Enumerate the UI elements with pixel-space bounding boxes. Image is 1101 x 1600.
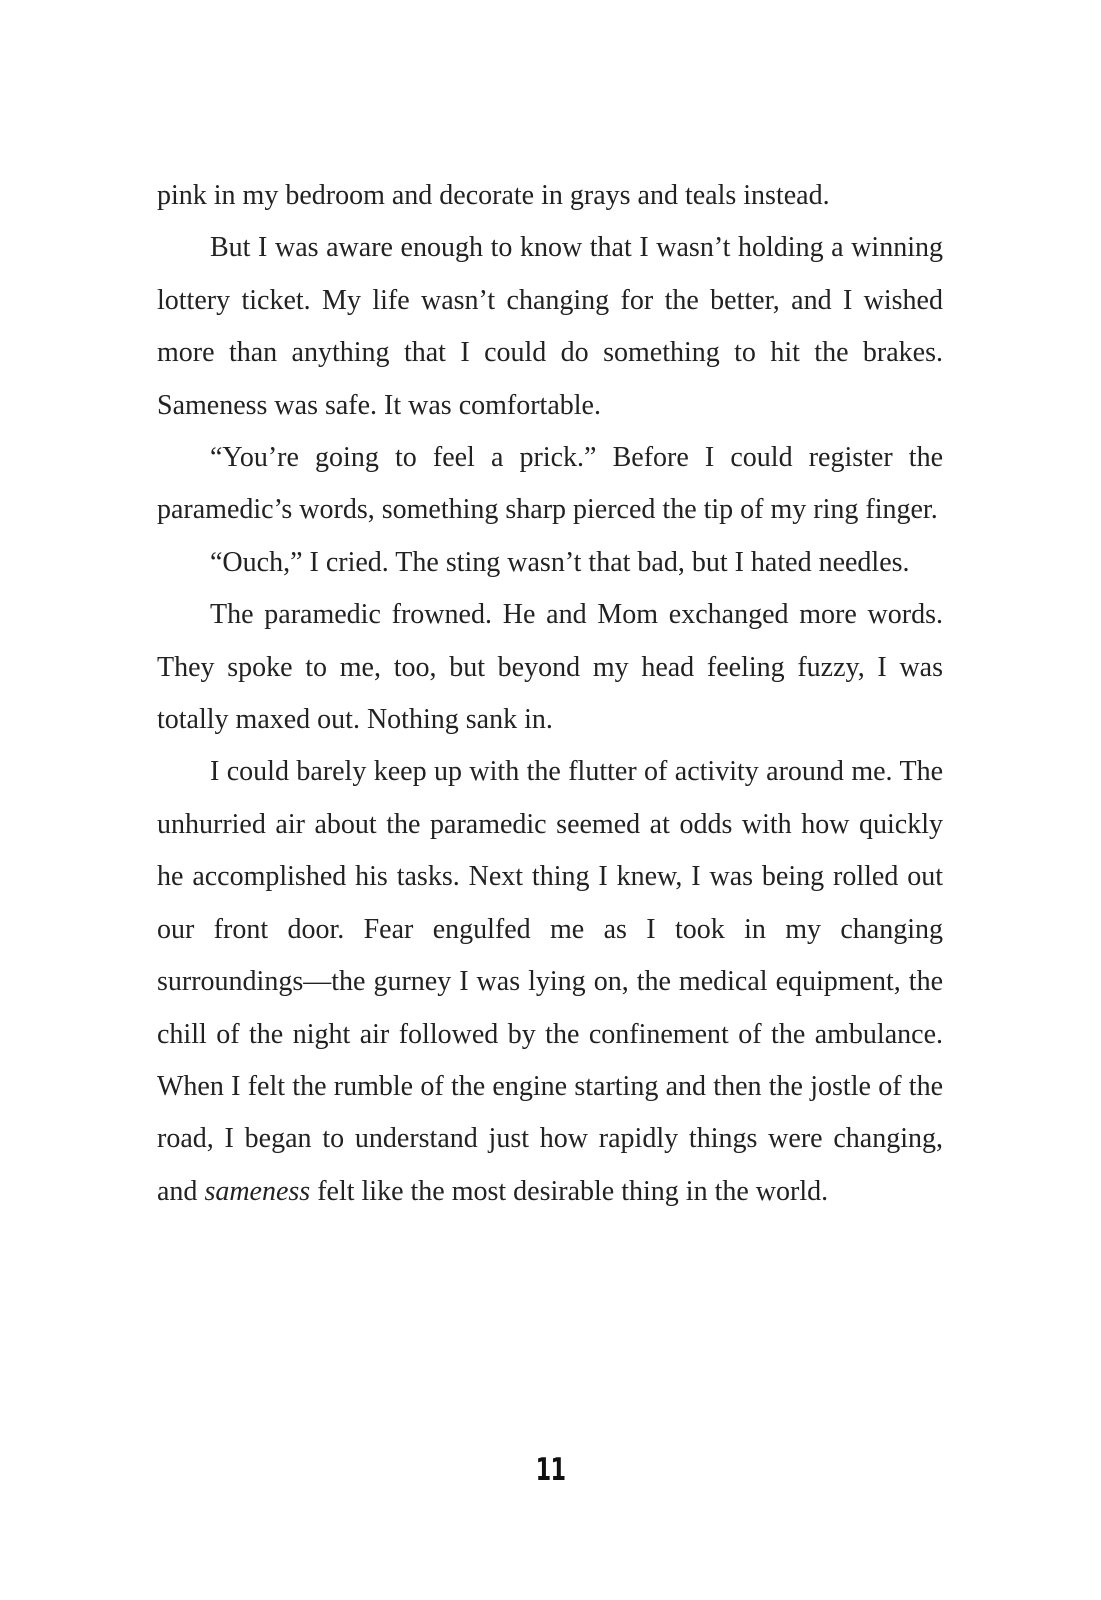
page-number: 11 <box>535 1452 566 1488</box>
body-text <box>157 170 943 1218</box>
paragraph: But I was aware enough to know that I wasn’t holding a winning lottery ticket. My life wasn’t changing for the better, and I wished more than anything that I could do something to hit the brakes. Sameness was safe. It was comfortable. <box>157 232 943 421</box>
paragraph: “Ouch,” I cried. The sting wasn’t that bad, but I hated needles. <box>210 546 910 578</box>
italic-emphasis: sameness <box>204 1175 311 1207</box>
paragraph-final <box>157 746 943 1218</box>
paragraph: The paramedic frowned. He and Mom exchanged more words. They spoke to me, too, but beyond my head feeling fuzzy, I was totally maxed out. Nothing sank in. <box>157 599 943 736</box>
paragraph: “You’re going to feel a prick.” Before I could register the paramedic’s words, something sharp pierced the tip of my ring finger. <box>157 442 943 526</box>
paragraph-continuation: pink in my bedroom and decorate in grays and teals instead. <box>157 180 830 211</box>
final-text-end: felt like the most desirable thing in the world. <box>310 1175 829 1207</box>
final-text-start: I could barely keep up with the flutter of activity around me. The unhurried air about the paramedic seemed at odds with how quickly he accomplished his tasks. Next thing I knew, I was being rolled out our front door. Fear engulfed me as I took in my changing surroundings—the gurney I was lying on, the medical equipment, the chill of the night air followed by the confinement of the ambulance. When I felt the rumble of the engine starting and then the jostle of the road, I began to understand just how rapidly things were changing, and <box>157 756 943 1207</box>
